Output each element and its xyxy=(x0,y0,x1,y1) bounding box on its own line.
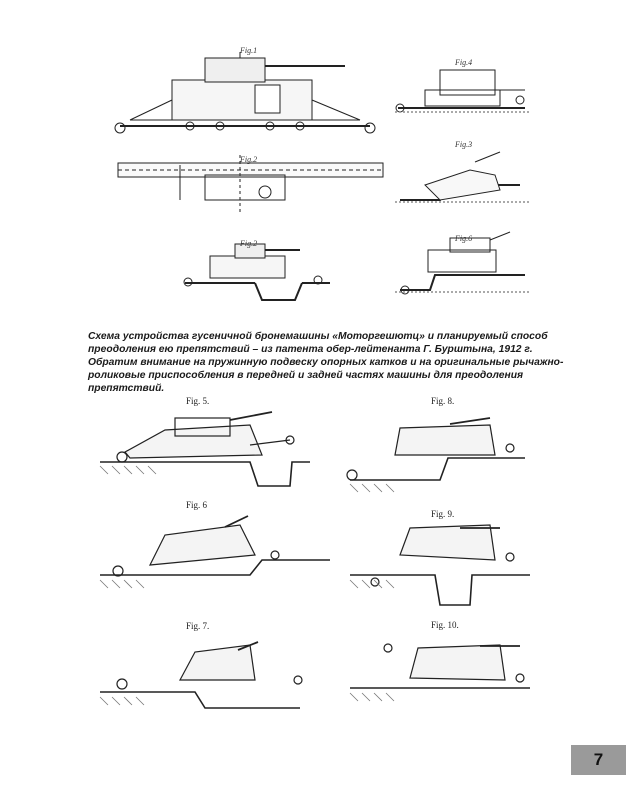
fig8-caption: Fig. 8. xyxy=(431,396,455,406)
fig5-drawing xyxy=(100,412,310,486)
page-number-box xyxy=(571,745,626,775)
fig5-caption: Fig. 5. xyxy=(186,396,210,406)
fig7-drawing xyxy=(100,642,302,708)
fig6-drawing xyxy=(100,516,330,576)
fig-label-lower-left: Fig.2 xyxy=(240,239,258,248)
page-number: 7 xyxy=(593,750,604,769)
fig10-caption: Fig. 10. xyxy=(431,620,459,630)
figure-caption: Схема устройства гусеничной бронемашины «Моторгешютц» и планируемый способ преодоления ею препятствий – из патента обер-лейтенанта Г. Бурштына, 1912 г. Обратим внимание на пружинную подвеску опорных катков и на оригинальные рычажно-роликовые приспособления в передней и задней частях машины для преодоления препятствий. xyxy=(88,331,564,394)
fig8-drawing xyxy=(347,418,525,480)
fig1-label: Fig.1 xyxy=(240,46,258,55)
fig10-drawing xyxy=(350,644,530,688)
fig3-label: Fig.3 xyxy=(455,140,473,149)
fig9-caption: Fig. 9. xyxy=(431,509,455,519)
fig2-label: Fig.2 xyxy=(240,155,258,164)
fig9-drawing xyxy=(350,525,530,605)
fig7-caption: Fig. 7. xyxy=(186,621,210,631)
fig4-label: Fig.4 xyxy=(455,58,473,67)
fig6-caption: Fig. 6 xyxy=(186,500,208,510)
fig-label-lower-right: Fig.6 xyxy=(455,234,473,243)
